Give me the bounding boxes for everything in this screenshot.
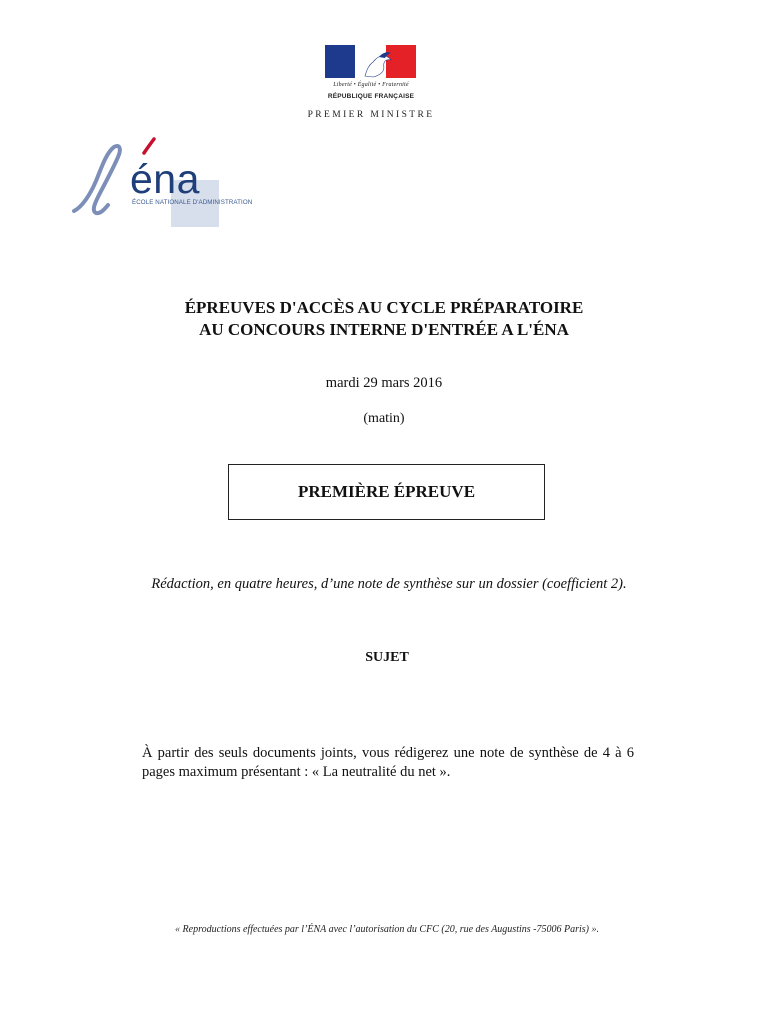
tricolour-flag-icon — [325, 45, 416, 78]
marianne-logo — [325, 45, 417, 107]
epreuve-box — [228, 464, 545, 520]
republic-name: RÉPUBLIQUE FRANÇAISE — [327, 93, 415, 100]
sujet-heading: SUJET — [365, 650, 409, 665]
exam-title — [0, 297, 768, 341]
exam-title-line-1: ÉPREUVES D'ACCÈS AU CYCLE PRÉPARATOIRE — [184, 298, 584, 317]
exam-date: mardi 29 mars 2016 — [325, 375, 443, 391]
exam-instruction: Rédaction, en quatre heures, d’une note de synthèse sur un dossier (coefficient 2). — [151, 576, 627, 592]
republic-motto: Liberté • Égalité • Fraternité — [333, 82, 409, 88]
ministry-label: PREMIER MINISTRE — [307, 110, 435, 120]
ena-logo-text: éna — [130, 156, 200, 202]
ena-logo-subtitle: ÉCOLE NATIONALE D'ADMINISTRATION — [132, 199, 253, 206]
exam-title-line-2: AU CONCOURS INTERNE D'ENTRÉE A L'ÉNA — [199, 320, 569, 339]
subject-text: À partir des seuls documents joints, vous rédigerez une note de synthèse de 4 à 6 pages maximum présentant : « La neutralité du net ». — [142, 745, 634, 780]
exam-session: (matin) — [363, 411, 405, 426]
reproduction-notice: « Reproductions effectuées par l’ÉNA avec l’autorisation du CFC (20, rue des Augustins -75006 Paris) ». — [175, 924, 599, 935]
epreuve-label: PREMIÈRE ÉPREUVE — [297, 482, 476, 501]
ena-logo — [70, 135, 255, 230]
